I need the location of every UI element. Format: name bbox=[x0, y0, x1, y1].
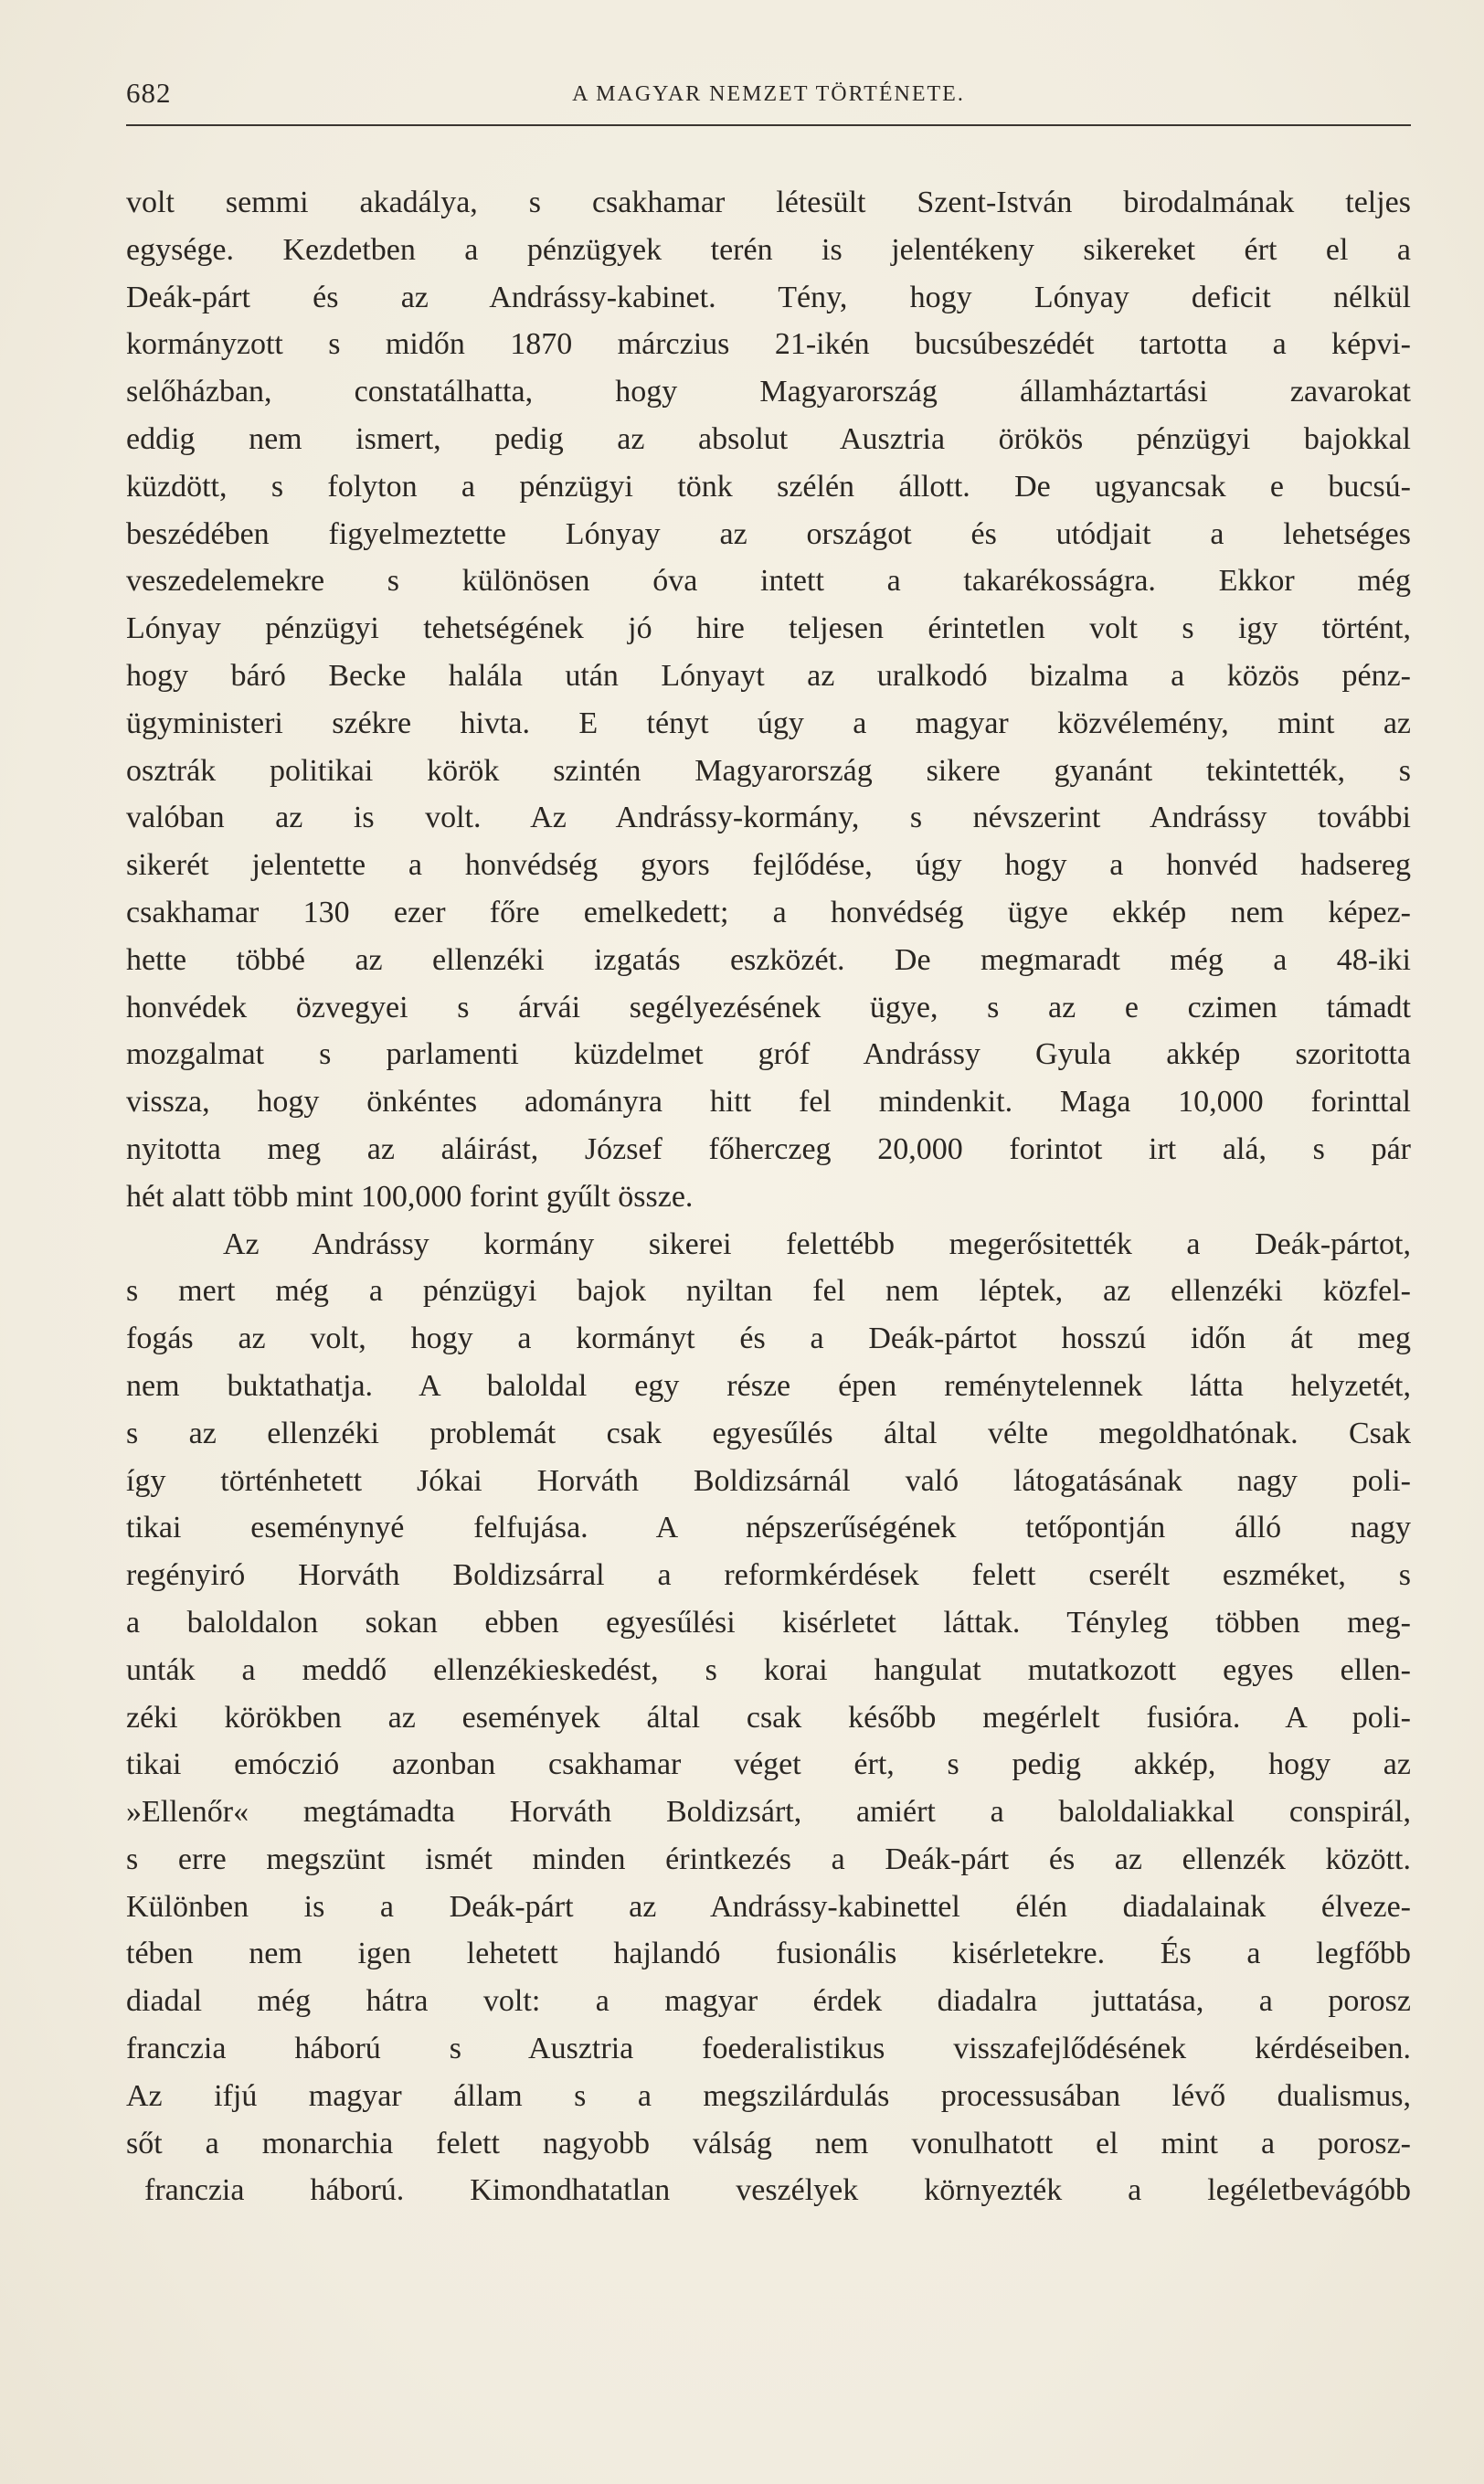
text-line: hette többé az ellenzéki izgatás eszközét. De megmaradt még a 48-iki bbox=[126, 942, 1411, 977]
body-text bbox=[126, 179, 1411, 2214]
text-line: ügyministeri székre hivta. E tényt úgy a magyar közvélemény, mint az bbox=[126, 706, 1411, 740]
text-line: beszédében figyelmeztette Lónyay az országot és utódjait a lehetséges bbox=[126, 516, 1411, 551]
text-line: egysége. Kezdetben a pénzügyek terén is jelentékeny sikereket ért el a bbox=[126, 232, 1411, 267]
page-header bbox=[126, 77, 1411, 121]
text-line: zéki körökben az események által csak később megérlelt fusióra. A poli- bbox=[126, 1700, 1411, 1735]
text-line: Különben is a Deák-párt az Andrássy-kabinettel élén diadalainak élveze- bbox=[126, 1889, 1411, 1924]
text-line: a baloldalon sokan ebben egyesűlési kisérletet láttak. Tényleg többen meg- bbox=[126, 1605, 1411, 1640]
text-line: csakhamar 130 ezer főre emelkedett; a honvédség ügye ekkép nem képez- bbox=[126, 895, 1411, 929]
text-line: regényiró Horváth Boldizsárral a reformkérdések felett cserélt eszméket, s bbox=[126, 1558, 1411, 1593]
text-line: nyitotta meg az aláirást, József főherczeg 20,000 forintot irt alá, s pár bbox=[126, 1131, 1411, 1166]
text-line: sőt a monarchia felett nagyobb válság nem vonulhatott el mint a porosz- bbox=[126, 2126, 1411, 2160]
text-line: kormányzott s midőn 1870 márczius 21-ikén bucsúbeszédét tartotta a képvi- bbox=[126, 327, 1411, 362]
text-line: Az ifjú magyar állam s a megszilárdulás processusában lévő dualismus, bbox=[126, 2078, 1411, 2113]
text-line: honvédek özvegyei s árvái segélyezésének ügye, s az e czimen támadt bbox=[126, 990, 1411, 1024]
text-line: hogy báró Becke halála után Lónyayt az uralkodó bizalma a közös pénz- bbox=[126, 658, 1411, 693]
running-title: A MAGYAR NEMZET TÖRTÉNETE. bbox=[572, 82, 965, 106]
text-line: franczia háború s Ausztria foederalistikus visszafejlődésének kérdéseiben. bbox=[126, 2032, 1411, 2066]
text-line: »Ellenőr« megtámadta Horváth Boldizsárt, amiért a baloldaliakkal conspirál, bbox=[126, 1795, 1411, 1830]
text-line: eddig nem ismert, pedig az absolut Ausztria örökös pénzügyi bajokkal bbox=[126, 421, 1411, 456]
text-line: volt semmi akadálya, s csakhamar létesült Szent-István birodalmának teljes bbox=[126, 186, 1411, 219]
header-rule bbox=[126, 124, 1411, 126]
page-number: 682 bbox=[126, 77, 172, 109]
text-line: franczia háború. Kimondhatatlan veszélyek környezték a legéletbevágóbb bbox=[144, 2173, 1411, 2208]
text-line: s mert még a pénzügyi bajok nyiltan fel nem léptek, az ellenzéki közfel- bbox=[126, 1274, 1411, 1309]
text-line: diadal még hátra volt: a magyar érdek diadalra juttatása, a porosz bbox=[126, 1984, 1411, 2019]
text-line: tikai eseménynyé felfujása. A népszerűségének tetőpontján álló nagy bbox=[126, 1511, 1411, 1545]
text-line: s erre megszünt ismét minden érintkezés a Deák-párt és az ellenzék között. bbox=[126, 1842, 1411, 1876]
text-line: Deák-párt és az Andrássy-kabinet. Tény, hogy Lónyay deficit nélkül bbox=[126, 280, 1411, 314]
text-line: sikerét jelentette a honvédség gyors fejlődése, úgy hogy a honvéd hadsereg bbox=[126, 848, 1411, 883]
text-line: így történhetett Jókai Horváth Boldizsárnál való látogatásának nagy poli- bbox=[126, 1463, 1411, 1498]
text-line: tikai emóczió azonban csakhamar véget ért, s pedig akkép, hogy az bbox=[126, 1747, 1411, 1782]
text-line: valóban az is volt. Az Andrássy-kormány, s névszerint Andrássy további bbox=[126, 801, 1411, 835]
text-line: s az ellenzéki problemát csak egyesűlés által vélte megoldhatónak. Csak bbox=[126, 1416, 1411, 1450]
text-line: tében nem igen lehetett hajlandó fusionális kisérletekre. És a legfőbb bbox=[126, 1937, 1411, 1971]
text-line: nem buktathatja. A baloldal egy része épen reménytelennek látta helyzetét, bbox=[126, 1368, 1411, 1403]
paragraph-last-line: hét alatt több mint 100,000 forint gyűlt össze. bbox=[126, 1179, 694, 1214]
text-line: mozgalmat s parlamenti küzdelmet gróf Andrássy Gyula akkép szoritotta bbox=[126, 1037, 1411, 1072]
text-line: vissza, hogy önkéntes adományra hitt fel mindenkit. Maga 10,000 forinttal bbox=[126, 1085, 1411, 1120]
paragraph-first-line: Az Andrássy kormány sikerei felettébb megerősitették a Deák-pártot, bbox=[223, 1226, 1411, 1261]
text-line: unták a meddő ellenzékieskedést, s korai hangulat mutatkozott egyes ellen- bbox=[126, 1652, 1411, 1687]
text-line: selőházban, constatálhatta, hogy Magyarország államháztartási zavarokat bbox=[126, 375, 1411, 409]
text-line: fogás az volt, hogy a kormányt és a Deák-pártot hosszú időn át meg bbox=[126, 1322, 1411, 1356]
text-line: veszedelemekre s különösen óva intett a takarékosságra. Ekkor még bbox=[126, 564, 1411, 599]
text-line: osztrák politikai körök szintén Magyarország sikere gyanánt tekintették, s bbox=[126, 753, 1411, 788]
text-line: Lónyay pénzügyi tehetségének jó hire teljesen érintetlen volt s igy történt, bbox=[126, 611, 1411, 646]
text-line: küzdött, s folyton a pénzügyi tönk szélén állott. De ugyancsak e bucsú- bbox=[126, 469, 1411, 504]
